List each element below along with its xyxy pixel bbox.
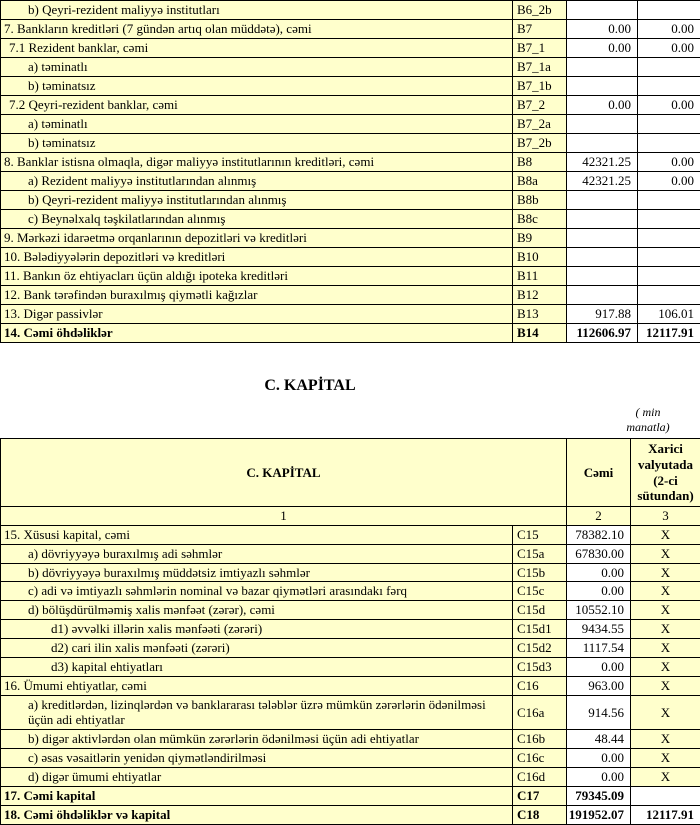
table-row [1,210,700,229]
table-row [1,676,700,695]
capital-header-title: C. KAPİTAL [1,439,567,507]
row-foreign-value: X [631,657,700,676]
row-label: 17. Cəmi kapital [1,786,513,805]
row-foreign-value: X [631,749,700,768]
section-c-title: C. KAPİTAL [0,377,700,395]
row-total-value: 0.00 [567,20,638,39]
capital-table [0,438,700,825]
row-foreign-value [638,229,700,248]
column-number-1: 1 [1,507,567,526]
row-foreign-value [638,115,700,134]
row-total-value [567,58,638,77]
row-code: B10 [513,248,567,267]
row-total-value: 0.00 [567,749,631,768]
row-code: B7_1b [513,77,567,96]
row-code: B7_1 [513,39,567,58]
row-foreign-value: X [631,544,700,563]
row-total-value [567,134,638,153]
row-label: c) əsas vəsaitlərin yenidən qiymətləndirilməsi [1,749,513,768]
row-foreign-value: X [631,525,700,544]
row-code: C15d1 [513,620,567,639]
table-row [1,805,700,824]
table-row [1,620,700,639]
row-foreign-value: 0.00 [638,153,700,172]
row-foreign-value: 0.00 [638,96,700,115]
table-row [1,248,700,267]
row-code: C15a [513,544,567,563]
row-label: d2) cari ilin xalis mənfəəti (zərəri) [1,639,513,658]
row-foreign-value [638,191,700,210]
row-label: 11. Bankın öz ehtiyacları üçün aldığı ipoteka kreditləri [1,267,513,286]
row-label: 16. Ümumi ehtiyatlar, cəmi [1,676,513,695]
row-code: B13 [513,305,567,324]
row-label: 7.1 Rezident banklar, cəmi [1,39,513,58]
row-label: 14. Cəmi öhdəliklər [1,324,513,343]
row-total-value [567,229,638,248]
row-code: B7_2b [513,134,567,153]
table-row [1,582,700,601]
table-row [1,786,700,805]
capital-header-foreign: Xarici valyutada (2-ci sütundan) [631,439,700,507]
row-foreign-value: X [631,639,700,658]
table-row [1,305,700,324]
row-code: B14 [513,324,567,343]
row-label: d) bölüşdürülməmiş xalis mənfəət (zərər), cəmi [1,601,513,620]
liabilities-table-body [1,1,700,343]
row-foreign-value [638,286,700,305]
row-label: a) Rezident maliyyə institutlarından alınmış [1,172,513,191]
table-row [1,749,700,768]
row-foreign-value [638,77,700,96]
table-row [1,115,700,134]
unit-note [602,405,694,435]
row-label: b) Qeyri-rezident maliyyə institutları [1,1,513,20]
table-row [1,96,700,115]
row-total-value: 0.00 [567,768,631,787]
table-row [1,1,700,20]
row-total-value [567,77,638,96]
row-foreign-value: 12117.91 [631,805,700,824]
row-total-value: 10552.10 [567,601,631,620]
row-total-value: 42321.25 [567,172,638,191]
row-code: B12 [513,286,567,305]
table-row [1,601,700,620]
column-numbers-row [1,507,700,526]
table-row [1,58,700,77]
capital-header-row [1,439,700,507]
row-code: B7_2a [513,115,567,134]
row-label: b) Qeyri-rezident maliyyə institutlarından alınmış [1,191,513,210]
row-foreign-value [638,248,700,267]
row-label: b) təminatsız [1,134,513,153]
table-row [1,286,700,305]
row-foreign-value: X [631,768,700,787]
row-foreign-value: X [631,730,700,749]
row-total-value: 0.00 [567,582,631,601]
row-total-value [567,248,638,267]
row-total-value: 42321.25 [567,153,638,172]
row-label: 10. Bələdiyyələrin depozitləri və kreditləri [1,248,513,267]
table-row [1,191,700,210]
row-total-value [567,191,638,210]
row-code: C16a [513,695,567,730]
row-label: d1) əvvəlki illərin xalis mənfəəti (zərəri) [1,620,513,639]
row-foreign-value [638,267,700,286]
table-row [1,267,700,286]
row-label: a) dövriyyəyə buraxılmış adi səhmlər [1,544,513,563]
table-row [1,134,700,153]
row-code: C16b [513,730,567,749]
table-row [1,544,700,563]
row-foreign-value: 0.00 [638,172,700,191]
row-total-value: 67830.00 [567,544,631,563]
row-total-value: 917.88 [567,305,638,324]
row-foreign-value [638,134,700,153]
row-foreign-value: 0.00 [638,39,700,58]
row-total-value: 0.00 [567,563,631,582]
row-total-value: 48.44 [567,730,631,749]
row-code: B9 [513,229,567,248]
row-code: C15 [513,525,567,544]
table-row [1,39,700,58]
table-row [1,525,700,544]
row-total-value: 78382.10 [567,525,631,544]
capital-table-body [1,525,700,824]
table-row [1,229,700,248]
row-code: B11 [513,267,567,286]
row-total-value [567,210,638,229]
row-total-value: 0.00 [567,39,638,58]
row-foreign-value: X [631,676,700,695]
row-label: a) kreditlərdən, lizinqlərdən və banklararası tələblər üzrə mümkün zərərlərin ödənilməsi üçün adi ehtiyatlar [1,695,513,730]
row-code: C16 [513,676,567,695]
row-total-value: 0.00 [567,657,631,676]
row-foreign-value [638,1,700,20]
row-label: d3) kapital ehtiyatları [1,657,513,676]
row-total-value: 0.00 [567,96,638,115]
table-row [1,324,700,343]
row-foreign-value: 0.00 [638,20,700,39]
row-total-value: 914.56 [567,695,631,730]
row-code: C15d [513,601,567,620]
row-foreign-value: X [631,563,700,582]
row-total-value [567,286,638,305]
row-label: b) təminatsız [1,77,513,96]
row-label: 9. Mərkəzi idarəetmə orqanlarının depozitləri və kreditləri [1,229,513,248]
row-label: b) digər aktivlərdən olan mümkün zərərlərin ödənilməsi üçün adi ehtiyatlar [1,730,513,749]
row-label: 8. Banklar istisna olmaqla, digər maliyyə institutlarının kreditləri, cəmi [1,153,513,172]
row-code: B7_1a [513,58,567,77]
row-total-value [567,267,638,286]
row-code: C16c [513,749,567,768]
table-row [1,20,700,39]
row-code: B8b [513,191,567,210]
table-row [1,657,700,676]
capital-header-total: Cəmi [567,439,631,507]
row-code: B7 [513,20,567,39]
row-foreign-value: X [631,695,700,730]
row-label: 13. Digər passivlər [1,305,513,324]
row-foreign-value: 12117.91 [638,324,700,343]
row-label: 12. Bank tərəfindən buraxılmış qiymətli kağızlar [1,286,513,305]
row-label: 7. Bankların kreditləri (7 gündən artıq olan müddətə), cəmi [1,20,513,39]
row-label: a) təminatlı [1,58,513,77]
row-foreign-value [631,786,700,805]
row-total-value: 9434.55 [567,620,631,639]
row-foreign-value: X [631,582,700,601]
table-row [1,77,700,96]
row-code: C18 [513,805,567,824]
row-code: C17 [513,786,567,805]
row-label: c) adi və imtiyazlı səhmlərin nominal və bazar qiymətləri arasındakı fərq [1,582,513,601]
row-foreign-value: 106.01 [638,305,700,324]
column-number-3: 3 [631,507,700,526]
row-total-value: 963.00 [567,676,631,695]
row-label: 15. Xüsusi kapital, cəmi [1,525,513,544]
row-foreign-value: X [631,620,700,639]
row-code: B7_2 [513,96,567,115]
unit-note-line1: ( min [636,405,661,419]
row-total-value [567,1,638,20]
table-row [1,639,700,658]
row-code: C15d2 [513,639,567,658]
row-total-value: 191952.07 [567,805,631,824]
row-label: c) Beynəlxalq təşkilatlarından alınmış [1,210,513,229]
table-row [1,730,700,749]
liabilities-table [0,0,700,343]
table-row [1,695,700,730]
row-foreign-value: X [631,601,700,620]
row-code: B8c [513,210,567,229]
row-code: C15c [513,582,567,601]
row-label: a) təminatlı [1,115,513,134]
row-label: 18. Cəmi öhdəliklər və kapital [1,805,513,824]
row-code: C15b [513,563,567,582]
row-foreign-value [638,58,700,77]
table-row [1,153,700,172]
row-total-value: 112606.97 [567,324,638,343]
row-code: B8a [513,172,567,191]
row-code: B6_2b [513,1,567,20]
row-code: B8 [513,153,567,172]
row-code: C16d [513,768,567,787]
unit-note-line2: manatla) [626,420,669,434]
row-total-value [567,115,638,134]
row-label: d) digər ümumi ehtiyatlar [1,768,513,787]
row-label: 7.2 Qeyri-rezident banklar, cəmi [1,96,513,115]
column-number-2: 2 [567,507,631,526]
row-code: C15d3 [513,657,567,676]
row-total-value: 79345.09 [567,786,631,805]
row-total-value: 1117.54 [567,639,631,658]
row-foreign-value [638,210,700,229]
table-row [1,172,700,191]
table-row [1,768,700,787]
table-row [1,563,700,582]
row-label: b) dövriyyəyə buraxılmış müddətsiz imtiyazlı səhmlər [1,563,513,582]
